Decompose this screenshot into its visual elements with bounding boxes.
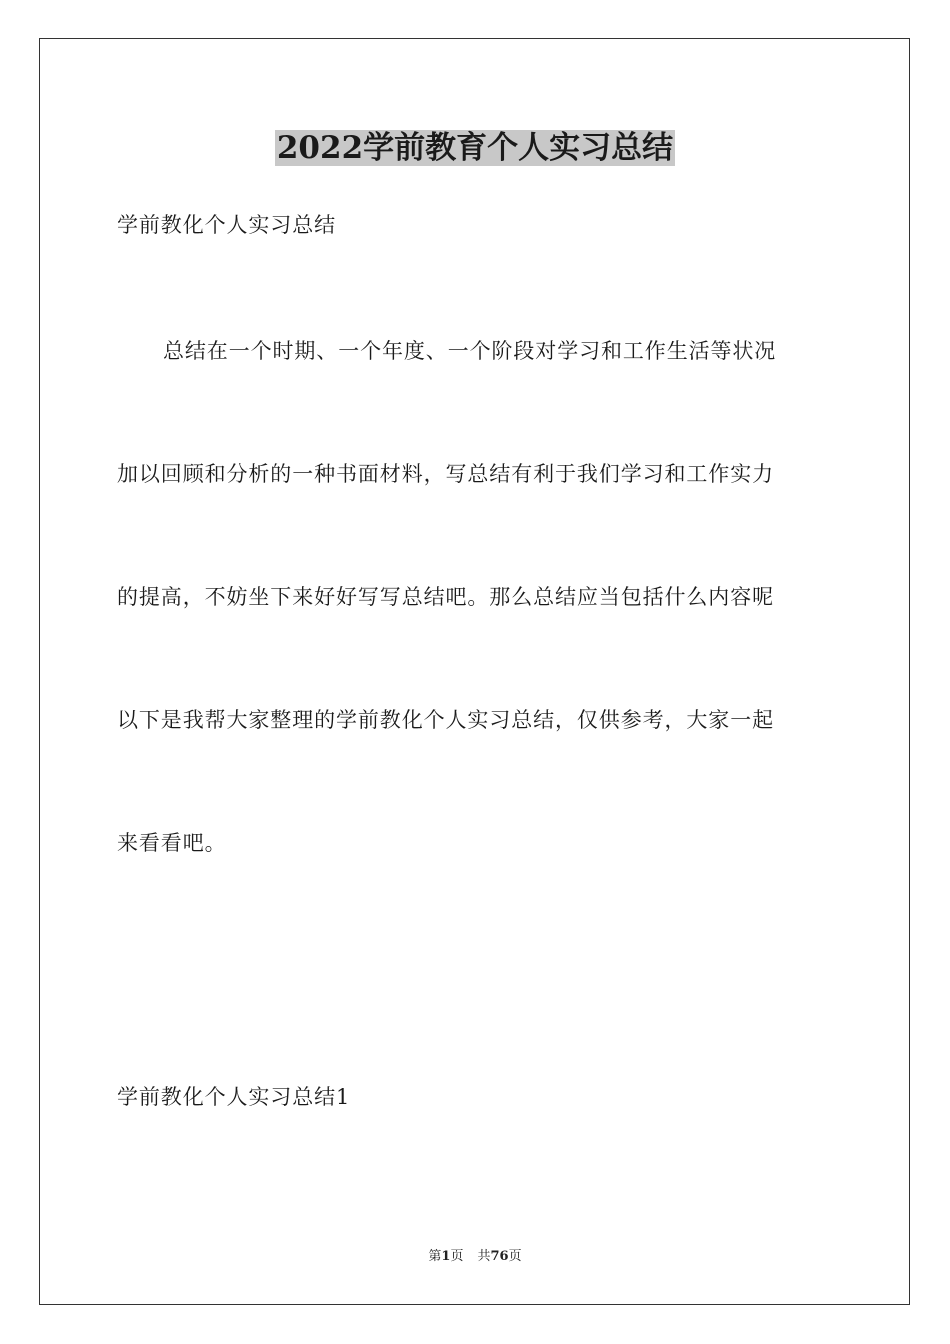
footer-total-prefix: 共 xyxy=(477,1249,491,1264)
page-footer xyxy=(0,1248,950,1266)
footer-page-number: 1 xyxy=(441,1249,451,1264)
paragraph-line: 以下是我帮大家整理的学前教化个人实习总结，仅供参考，大家一起 xyxy=(117,708,774,732)
document-title-text: 2022学前教育个人实习总结 xyxy=(276,130,674,166)
document-title xyxy=(0,128,950,168)
paragraph-line: 加以回顾和分析的一种书面材料，写总结有利于我们学习和工作实力 xyxy=(117,462,774,486)
footer-page-suffix: 页 xyxy=(450,1249,464,1264)
footer-page-prefix: 第 xyxy=(428,1249,442,1264)
paragraph-line: 的提高，不妨坐下来好好写写总结吧。那么总结应当包括什么内容呢 xyxy=(117,585,774,609)
section-heading: 学前教化个人实习总结1 xyxy=(117,1085,351,1109)
document-subtitle: 学前教化个人实习总结 xyxy=(117,213,336,237)
paragraph-line: 总结在一个时期、一个年度、一个阶段对学习和工作生活等状况 xyxy=(163,339,777,363)
paragraph-line: 来看看吧。 xyxy=(117,831,227,855)
footer-total-pages: 76 xyxy=(490,1249,509,1264)
footer-total-suffix: 页 xyxy=(508,1249,522,1264)
